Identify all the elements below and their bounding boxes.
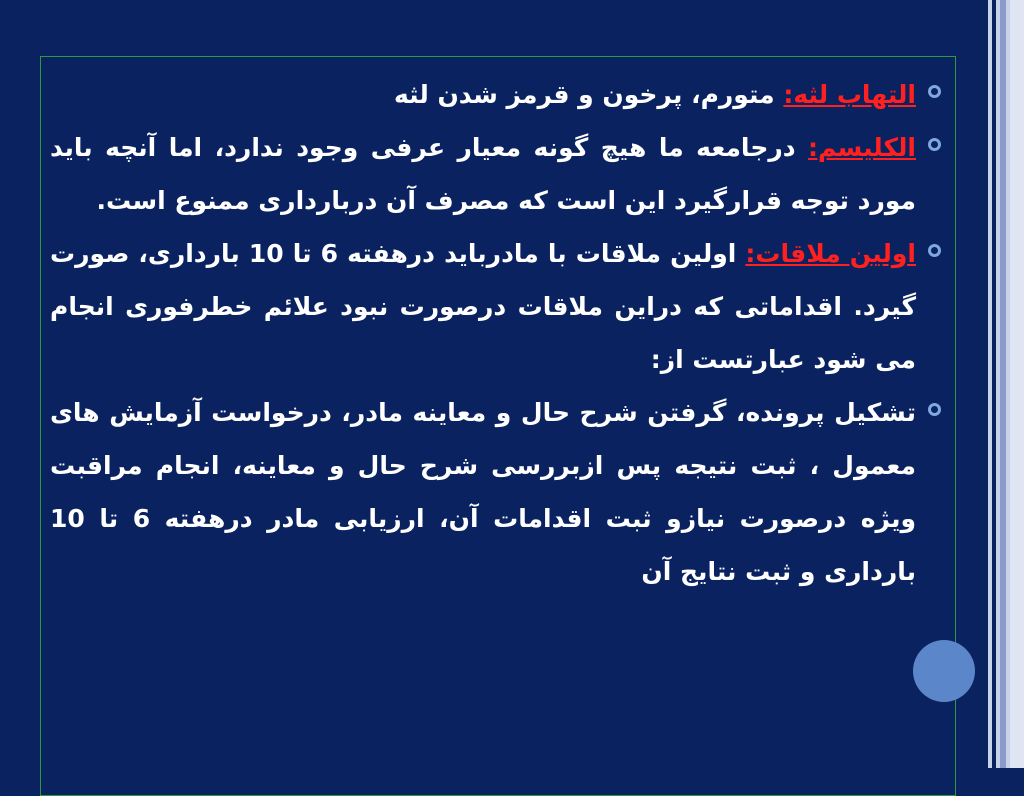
bullet-term: التهاب لثه: — [783, 80, 916, 109]
bullet-item-alcoholism — [50, 121, 916, 227]
bullet-item-actions — [50, 386, 916, 598]
bullet-text: اولین ملاقات با مادرباید درهفته 6 تا 10 بارداری، صورت گیرد. اقداماتی که دراین ملاقات درصورت نبود علائم خطرفوری انجام می شود عبارتست از: — [50, 239, 916, 374]
bullet-term: اولین ملاقات: — [745, 239, 917, 268]
circle-bullet-icon — [928, 138, 941, 151]
circle-bullet-icon — [928, 85, 941, 98]
bullet-item-first-visit — [50, 227, 916, 386]
bullet-term: الکلیسم: — [808, 133, 916, 162]
circle-bullet-icon — [928, 403, 941, 416]
decorative-stripes — [984, 0, 1024, 768]
bullet-text: تشکیل پرونده، گرفتن شرح حال و معاینه مادر، درخواست آزمایش های معمول ، ثبت نتیجه پس ازبررسی شرح حال و معاینه، انجام مراقبت ویژه درصورت نیازو ثبت اقدامات آن، ارزیابی مادر درهفته 6 تا 10 بارداری و ثبت نتایج آن — [50, 398, 916, 586]
decorative-circle — [913, 640, 975, 702]
bullet-item-gingivitis — [50, 68, 916, 121]
slide-content — [50, 68, 916, 598]
circle-bullet-icon — [928, 244, 941, 257]
bullet-text: متورم، پرخون و قرمز شدن لثه — [393, 80, 784, 109]
bullet-text: درجامعه ما هیچ گونه معیار عرفی وجود ندارد، اما آنچه باید مورد توجه قرارگیرد این است که مصرف آن دربارداری ممنوع است. — [50, 133, 916, 215]
